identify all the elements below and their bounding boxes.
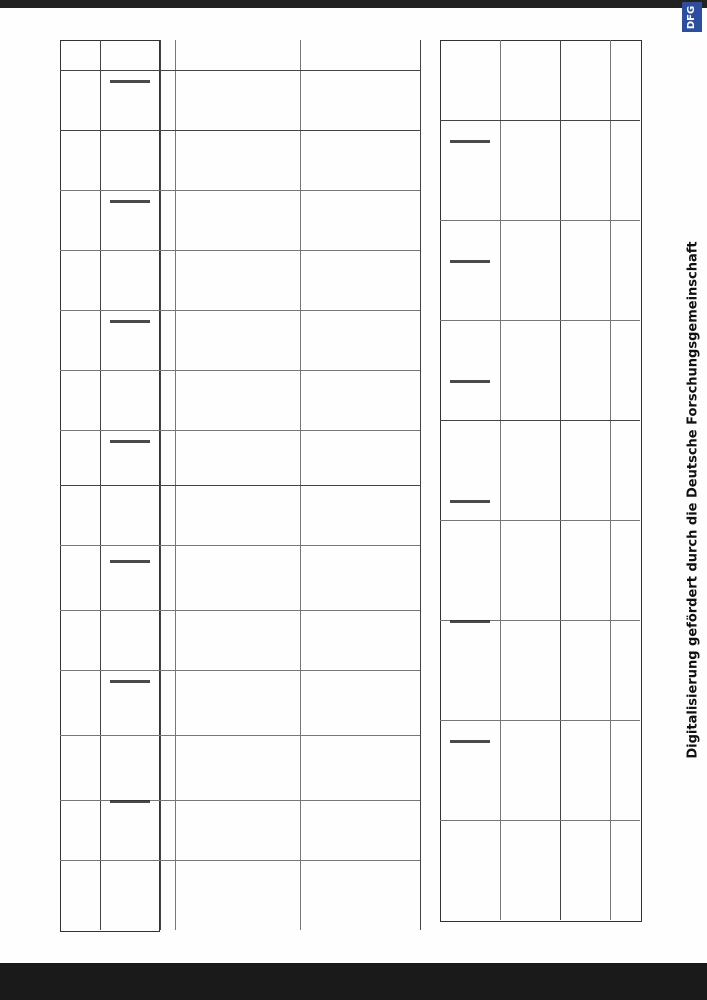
table-rule: [60, 370, 420, 371]
table-rule: [60, 130, 420, 131]
right-table-frame: [440, 40, 642, 922]
funding-notice-strip: [682, 0, 704, 1000]
scan-text-smudge: [110, 800, 150, 803]
scan-text-smudge: [450, 740, 490, 743]
table-rule: [60, 190, 420, 191]
table-rule: [60, 250, 420, 251]
table-rule: [440, 720, 640, 721]
scan-text-smudge: [450, 140, 490, 143]
table-rule: [60, 70, 420, 71]
scan-text-smudge: [450, 260, 490, 263]
scan-text-smudge: [110, 320, 150, 323]
table-rule: [60, 485, 420, 486]
table-rule: [60, 735, 420, 736]
scan-text-smudge: [110, 80, 150, 83]
scan-border-bottom: [0, 963, 707, 1000]
table-rule: [440, 520, 640, 521]
table-rule: [60, 610, 420, 611]
table-rule: [500, 40, 501, 920]
table-rule: [440, 320, 640, 321]
table-rule: [560, 40, 561, 920]
table-rule: [60, 545, 420, 546]
table-rule: [440, 220, 640, 221]
left-table-frame: [60, 40, 160, 932]
scan-text-smudge: [110, 560, 150, 563]
scan-text-smudge: [110, 440, 150, 443]
table-rule: [610, 40, 611, 920]
table-rule: [60, 430, 420, 431]
scan-text-smudge: [450, 380, 490, 383]
table-rule: [420, 40, 421, 930]
table-rule: [60, 670, 420, 671]
scan-text-smudge: [110, 680, 150, 683]
table-rule: [440, 420, 640, 421]
funding-notice: Digitalisierung gefördert durch die Deutsche Forschungsgemeinschaft: [685, 241, 701, 759]
scan-text-smudge: [110, 200, 150, 203]
table-rule: [60, 860, 420, 861]
table-rule: [440, 820, 640, 821]
dfg-logo-text: DFG: [686, 5, 698, 29]
table-rule: [440, 120, 640, 121]
scan-text-smudge: [450, 500, 490, 503]
table-rule: [60, 310, 420, 311]
scan-text-smudge: [450, 620, 490, 623]
